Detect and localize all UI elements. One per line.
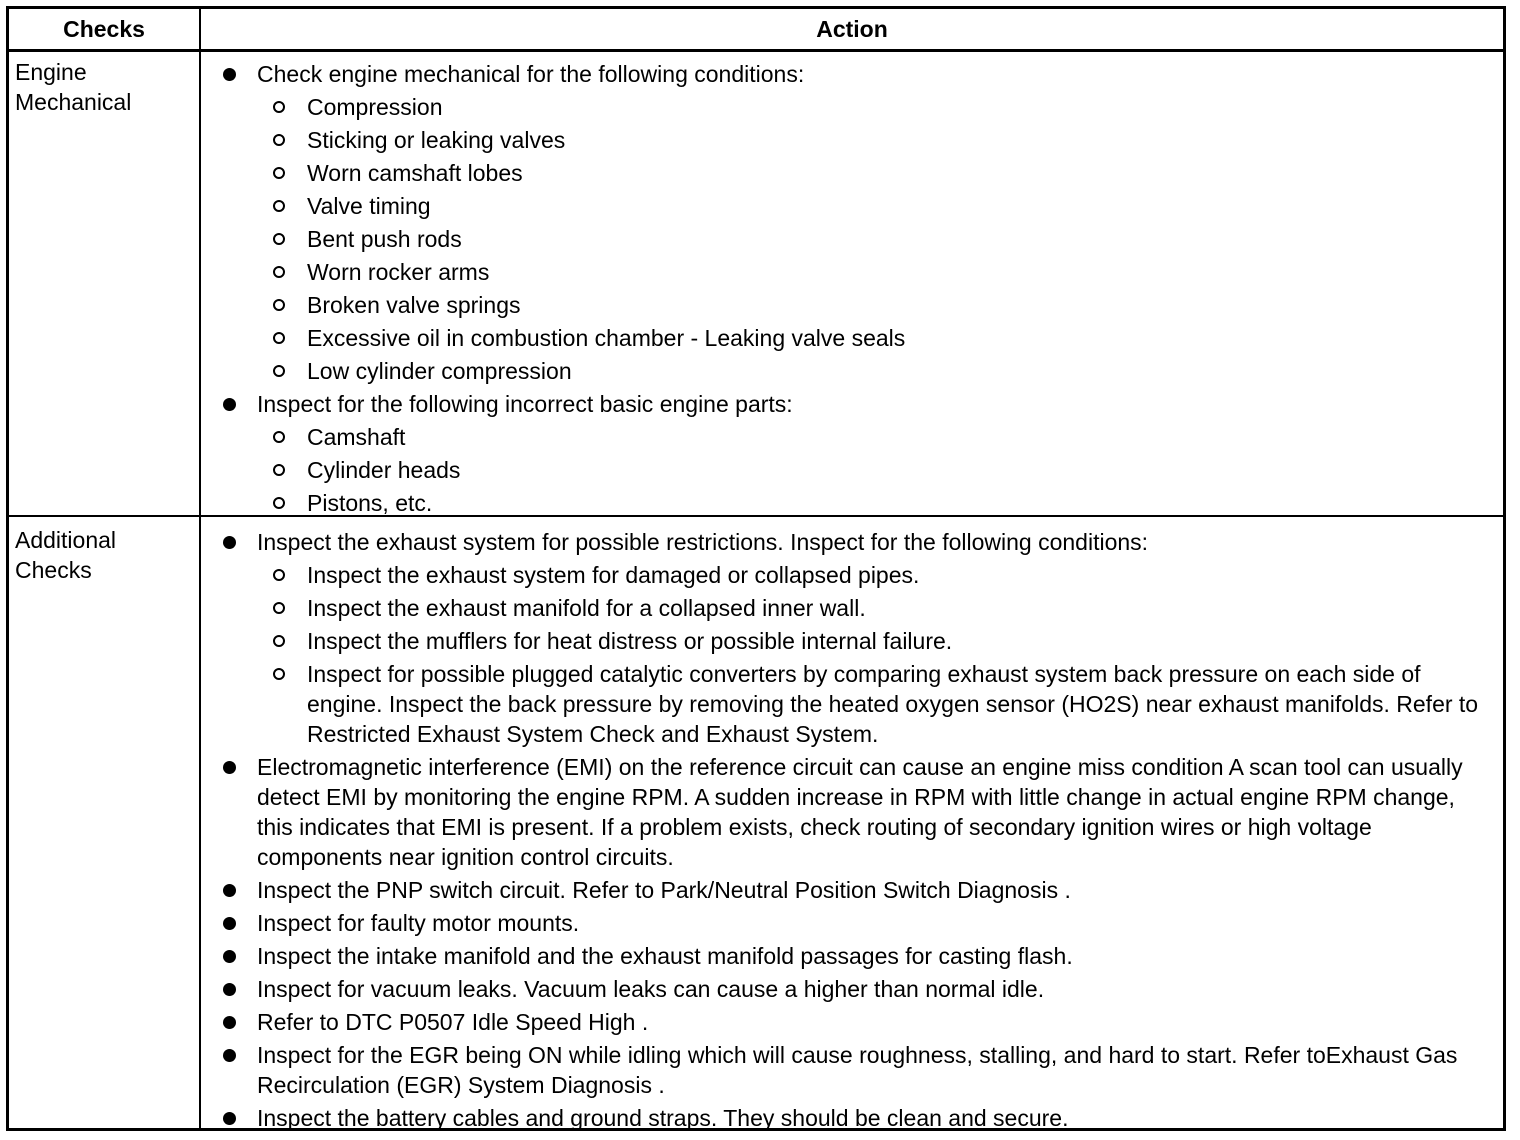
list-item: [221, 752, 1487, 872]
sub-list-item: [257, 560, 1487, 590]
sub-list-item: [257, 290, 1487, 320]
list-item: [221, 875, 1487, 905]
table-header: [9, 9, 1503, 52]
row-action-cell: [221, 527, 1487, 1136]
circle-bullet-icon: [273, 266, 285, 278]
bullet-icon: [223, 1049, 236, 1062]
list-item-text: Inspect the exhaust system for possible restrictions. Inspect for the following conditions:: [257, 529, 1149, 555]
bullet-list: [221, 59, 1487, 518]
list-item: [221, 59, 1487, 386]
list-item: [221, 1007, 1487, 1037]
circle-bullet-icon: [273, 167, 285, 179]
header-checks: Checks: [63, 16, 145, 42]
sub-list-item: [257, 224, 1487, 254]
sub-list-item-text: Low cylinder compression: [307, 358, 572, 384]
sub-list-item-text: Inspect the mufflers for heat distress or possible internal failure.: [307, 628, 953, 654]
sub-list-item: [257, 191, 1487, 221]
checks-table: [6, 6, 1506, 1131]
list-item: [221, 389, 1487, 518]
bullet-icon: [223, 761, 236, 774]
list-item: [221, 974, 1487, 1004]
sub-list-item: [257, 626, 1487, 656]
list-item-text: Inspect for faulty motor mounts.: [257, 910, 580, 936]
column-divider: [199, 9, 201, 1128]
circle-bullet-icon: [273, 497, 285, 509]
list-item-text: Check engine mechanical for the following conditions:: [257, 61, 805, 87]
circle-bullet-icon: [273, 200, 285, 212]
list-item-text: Inspect for vacuum leaks. Vacuum leaks can cause a higher than normal idle.: [257, 976, 1045, 1002]
list-item-text: Inspect for the EGR being ON while idling which will cause roughness, stalling, and hard to start. Refer toExhaust Gas Recirculation (EGR) System Diagnosis .: [257, 1042, 1458, 1098]
sub-list-item: [257, 125, 1487, 155]
sub-list-item-text: Excessive oil in combustion chamber - Leaking valve seals: [307, 325, 906, 351]
sub-list-item-text: Inspect for possible plugged catalytic converters by comparing exhaust system back pressure on each side of engine. Inspect the back pressure by removing the heated oxygen sensor (HO2S) near exhaust manifolds. Refer to Restricted Exhaust System Check and Exhaust System.: [307, 661, 1479, 747]
list-item: [221, 1103, 1487, 1133]
sub-list-item: [257, 323, 1487, 353]
sub-list-item: [257, 659, 1487, 749]
row-check-label: Additional Checks: [15, 527, 117, 583]
list-item-text: Electromagnetic interference (EMI) on the reference circuit can cause an engine miss condition A scan tool can usually detect EMI by monitoring the engine RPM. A sudden increase in RPM with little change in actual engine RPM change, this indicates that EMI is present. If a problem exists, check routing of secondary ignition wires or high voltage components near ignition control circuits.: [257, 754, 1463, 870]
sub-list-item: [257, 488, 1487, 518]
circle-bullet-icon: [273, 299, 285, 311]
sub-list-item-text: Camshaft: [307, 424, 406, 450]
circle-bullet-icon: [273, 101, 285, 113]
circle-bullet-icon: [273, 233, 285, 245]
sub-bullet-list: [257, 422, 1487, 518]
sub-list-item-text: Cylinder heads: [307, 457, 461, 483]
row-divider: [9, 515, 1503, 517]
circle-bullet-icon: [273, 668, 285, 680]
sub-list-item-text: Compression: [307, 94, 443, 120]
list-item: [221, 941, 1487, 971]
circle-bullet-icon: [273, 431, 285, 443]
sub-list-item-text: Pistons, etc.: [307, 490, 433, 516]
circle-bullet-icon: [273, 332, 285, 344]
sub-list-item: [257, 356, 1487, 386]
row-check-label: Engine Mechanical: [15, 59, 132, 115]
bullet-icon: [223, 884, 236, 897]
sub-list-item: [257, 92, 1487, 122]
sub-list-item: [257, 158, 1487, 188]
circle-bullet-icon: [273, 464, 285, 476]
sub-list-item: [257, 455, 1487, 485]
row-action-cell: [221, 59, 1487, 521]
sub-list-item: [257, 422, 1487, 452]
circle-bullet-icon: [273, 602, 285, 614]
sub-list-item: [257, 593, 1487, 623]
bullet-icon: [223, 398, 236, 411]
sub-list-item-text: Worn rocker arms: [307, 259, 490, 285]
list-item-text: Inspect for the following incorrect basic engine parts:: [257, 391, 793, 417]
sub-bullet-list: [257, 560, 1487, 749]
bullet-icon: [223, 1112, 236, 1125]
list-item-text: Refer to DTC P0507 Idle Speed High .: [257, 1009, 649, 1035]
sub-list-item-text: Valve timing: [307, 193, 431, 219]
list-item: [221, 1040, 1487, 1100]
sub-list-item: [257, 257, 1487, 287]
sub-list-item-text: Sticking or leaking valves: [307, 127, 566, 153]
circle-bullet-icon: [273, 569, 285, 581]
list-item-text: Inspect the intake manifold and the exhaust manifold passages for casting flash.: [257, 943, 1073, 969]
bullet-icon: [223, 983, 236, 996]
bullet-icon: [223, 68, 236, 81]
list-item-text: Inspect the PNP switch circuit. Refer to Park/Neutral Position Switch Diagnosis .: [257, 877, 1071, 903]
sub-list-item-text: Inspect the exhaust manifold for a collapsed inner wall.: [307, 595, 866, 621]
bullet-icon: [223, 536, 236, 549]
bullet-icon: [223, 950, 236, 963]
circle-bullet-icon: [273, 365, 285, 377]
bullet-icon: [223, 917, 236, 930]
sub-list-item-text: Bent push rods: [307, 226, 462, 252]
sub-list-item-text: Worn camshaft lobes: [307, 160, 523, 186]
list-item: [221, 527, 1487, 749]
list-item: [221, 908, 1487, 938]
sub-list-item-text: Inspect the exhaust system for damaged or collapsed pipes.: [307, 562, 920, 588]
circle-bullet-icon: [273, 134, 285, 146]
sub-list-item-text: Broken valve springs: [307, 292, 521, 318]
circle-bullet-icon: [273, 635, 285, 647]
bullet-list: [221, 527, 1487, 1133]
sub-bullet-list: [257, 92, 1487, 386]
header-action: Action: [816, 16, 888, 42]
bullet-icon: [223, 1016, 236, 1029]
list-item-text: Inspect the battery cables and ground straps. They should be clean and secure.: [257, 1105, 1069, 1131]
